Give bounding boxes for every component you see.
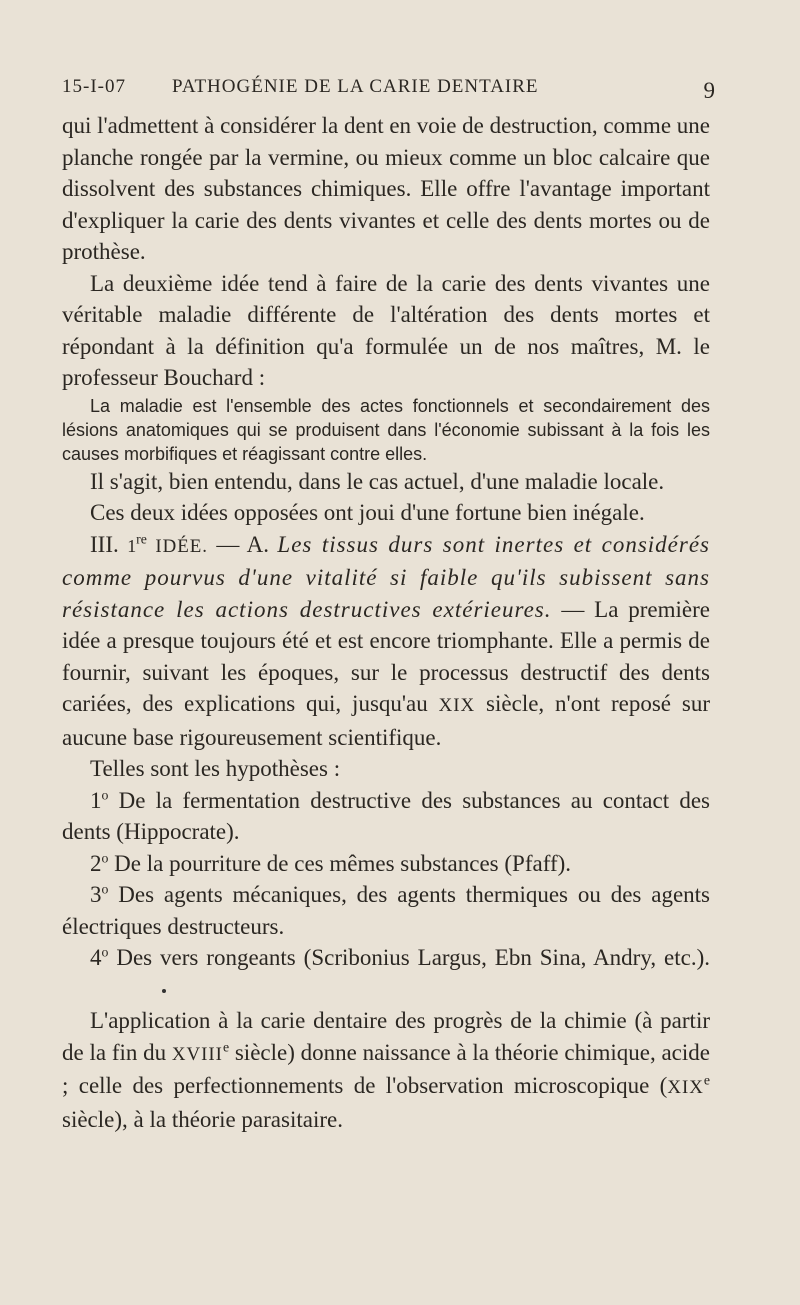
list-num: 3	[90, 882, 102, 907]
list-num: 1	[90, 787, 102, 813]
paragraph-2: La deuxième idée tend à faire de la carie des dents vivantes une véritable maladie différente de l'altération des dents mortes et répondant à la définition qu'a formulée un de nos maîtres, M. le professeur Bouchard :	[62, 270, 710, 390]
century-xix: XIX	[667, 1077, 704, 1098]
paragraph-4: Ces deux idées opposées ont joui d'une fortune bien inégale.	[90, 500, 645, 525]
paragraph-7-a: L'application à la carie dentaire des progrès de la chimie (à partir de la fin du	[62, 1008, 710, 1065]
paragraph-5-end: siècle, n'ont reposé sur aucune base rigoureusement scientifique.	[62, 691, 710, 750]
list-sup: o	[101, 944, 109, 960]
paragraph-3: Il s'agit, bien entendu, dans le cas actuel, d'une maladie locale.	[90, 468, 665, 494]
section-roman: III.	[90, 531, 119, 557]
paragraph-5	[62, 529, 710, 754]
paragraph-6: Telles sont les hypothèses :	[90, 756, 341, 781]
page-body	[62, 110, 710, 1135]
paragraph-1: qui l'admettent à considérer la dent en voie de destruction, comme une planche rongée par la vermine, ou mieux comme un bloc calcaire que dissolvent des substances chimiques. Elle offre l'avantage important d'expliquer la carie des dents vivantes et celle des dents mortes ou de prothèse.	[62, 113, 710, 264]
page-number: 9	[703, 78, 716, 103]
century-sup: e	[222, 1038, 230, 1054]
list-item	[62, 785, 710, 848]
list-text: Des vers rongeants (Scribonius Largus, Ebn Sina, Andry, etc.).	[108, 945, 710, 970]
century-xix: XIX	[438, 695, 476, 716]
paragraph-7-c: siècle), à la théorie parasitaire.	[62, 1106, 343, 1132]
century-xviii: XVIII	[171, 1043, 223, 1065]
century-sup: e	[703, 1072, 710, 1088]
header-date: 15-I-07	[62, 76, 126, 97]
header-title: PATHOGÉNIE DE LA CARIE DENTAIRE	[172, 76, 539, 97]
paragraph-7	[62, 1005, 710, 1135]
section-ordinal: 1	[127, 535, 137, 556]
list-item	[62, 879, 710, 942]
section-word: IDÉE.	[155, 535, 208, 557]
section-italic-heading: Les tissus durs sont inertes et considérés comme pourvus d'une vitalité si faible qu'ils subissent sans résistance les actions destructives extérieures.	[62, 531, 711, 622]
paragraph-7-b: siècle) donne naissance à la théorie chimique, acide ; celle des perfectionnements de l'observation microscopique (	[62, 1039, 710, 1098]
quotation: La maladie est l'ensemble des actes fonctionnels et secondairement des lésions anatomiques qui se produisent dans l'économie subissant à la fois les causes morbifiques et réagissant contre elles.	[62, 395, 710, 464]
list-sup: o	[101, 786, 109, 802]
list-text: Des agents mécaniques, des agents thermiques ou des agents électriques destructeurs.	[62, 882, 710, 939]
list-num: 2	[90, 850, 102, 876]
list-item	[62, 848, 710, 880]
ink-dot	[162, 989, 166, 993]
list-item	[62, 942, 710, 1005]
list-num: 4	[90, 945, 102, 970]
list-sup: o	[101, 849, 109, 865]
paragraph-5-text: — La première idée a presque toujours été et est encore triomphante. Elle a permis de fournir, suivant les époques, sur le processus destructif des dents cariées, des explications qui, jusqu'au	[62, 596, 710, 716]
list-text: De la fermentation destructive des substances au contact des dents (Hippocrate).	[62, 787, 710, 844]
section-dash: — A.	[207, 531, 278, 557]
list-sup: o	[101, 881, 109, 897]
section-ordinal-sup: re	[136, 530, 147, 546]
list-text: De la pourriture de ces mêmes substances (Pfaff).	[108, 850, 572, 876]
